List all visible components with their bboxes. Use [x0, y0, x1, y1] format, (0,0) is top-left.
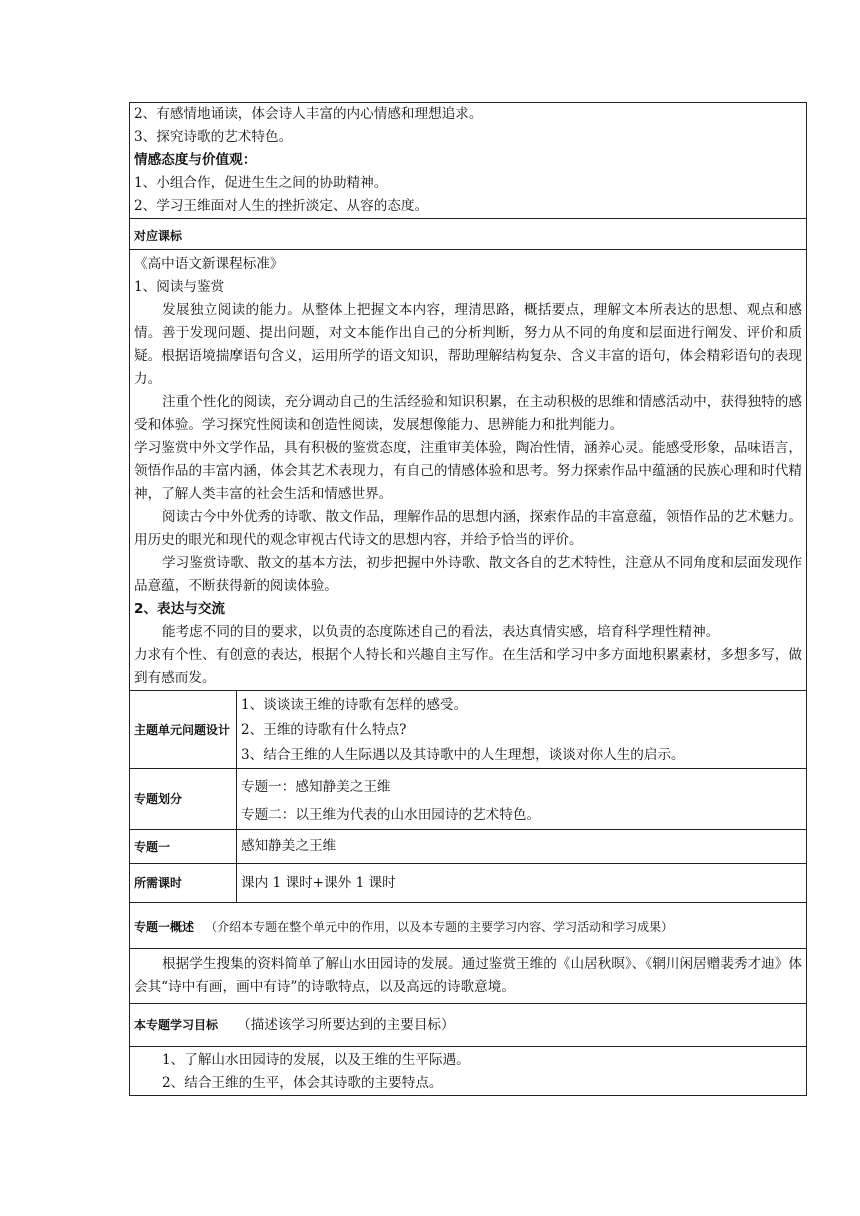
goal-item: 2、结合王维的生平，体会其诗歌的主要特点。 — [162, 1075, 443, 1091]
section-title: 对应课标 — [134, 228, 183, 243]
question-item: 3、结合王维的人生际遇以及其诗歌中的人生理想，谈谈对你人生的启示。 — [241, 747, 685, 763]
goals-label: 本专题学习目标 — [134, 1017, 219, 1032]
topics-label: 专题划分 — [134, 792, 183, 806]
questions-label: 主题单元问题设计 — [134, 722, 231, 737]
standards-header-row — [130, 219, 807, 250]
goals-note: （描述该学习所要达到的主要目标） — [237, 1016, 455, 1033]
goals-header-row — [130, 1004, 807, 1047]
overview-header-row — [130, 903, 807, 949]
standards-content-row — [130, 250, 807, 691]
objectives-row — [130, 103, 807, 219]
standards-paragraph: 学习鉴赏中外文学作品，具有积极的鉴赏态度，注重审美体验，陶冶性情，涵养心灵。能感受形象，品味语言，领悟作品的丰富内涵，体会其艺术表现力，有自己的情感体验和思考。努力探索作品中蕴涵的民族心理和时代精神，了解人类丰富的社会生活和情感世界。 — [134, 440, 802, 502]
topic-one-label: 专题一 — [134, 839, 171, 854]
objective-line: 3、探究诗歌的艺术特色。 — [134, 129, 293, 145]
overview-note: （介绍本专题在整个单元中的作用，以及本专题的主要学习内容、学习活动和学习成果） — [205, 920, 674, 934]
hours-row — [130, 864, 807, 903]
attitude-title: 情感态度与价值观： — [134, 152, 257, 168]
lesson-plan-table — [129, 102, 807, 1096]
standards-book: 《高中语文新课程标准》 — [134, 256, 284, 272]
hours-value: 课内 1 课时+课外 1 课时 — [241, 874, 396, 891]
goals-content-row — [130, 1047, 807, 1096]
question-item: 1、谈谈读王维的诗歌有怎样的感受。 — [241, 697, 468, 713]
objective-line: 2、有感情地诵读，体会诗人丰富的内心情感和理想追求。 — [134, 106, 483, 122]
standards-subtitle: 1、阅读与鉴赏 — [134, 279, 225, 295]
standards-paragraph: 阅读古今中外优秀的诗歌、散文作品，理解作品的思想内涵，探索作品的丰富意蕴，领悟作品的艺术魅力。用历史的眼光和现代的观念审视古代诗文的思想内容，并给予恰当的评价。 — [134, 509, 802, 548]
question-item: 2、王维的诗歌有什么特点? — [241, 722, 407, 738]
standards-paragraph: 力求有个性、有创意的表达，根据个人特长和兴趣自主写作。在生活和学习中多方面地积累素材，多想多写，做到有感而发。 — [134, 647, 802, 686]
standards-subtitle: 2、表达与交流 — [134, 601, 226, 617]
goal-item: 1、了解山水田园诗的发展，以及王维的生平际遇。 — [162, 1052, 470, 1068]
standards-paragraph: 注重个性化的阅读，充分调动自己的生活经验和知识积累，在主动积极的思维和情感活动中，获得独特的感受和体验。学习探究性阅读和创造性阅读，发展想像能力、思辨能力和批判能力。 — [134, 394, 802, 433]
standards-paragraph: 发展独立阅读的能力。从整体上把握文本内容，理清思路，概括要点，理解文本所表达的思想、观点和感情。善于发现问题、提出问题，对文本能作出自己的分析判断，努力从不同的角度和层面进行阐发、评价和质疑。根据语境揣摩语句含义，运用所学的语文知识，帮助理解结构复杂、含义丰富的语句，体会精彩语句的表现力。 — [134, 302, 802, 387]
objective-line: 2、学习王维面对人生的挫折淡定、从容的态度。 — [134, 198, 429, 214]
topic-item: 专题二：以王维为代表的山水田园诗的艺术特色。 — [241, 807, 541, 823]
standards-paragraph: 学习鉴赏诗歌、散文的基本方法，初步把握中外诗歌、散文各自的艺术特性，注意从不同角度和层面发现作品意蕴，不断获得新的阅读体验。 — [134, 555, 802, 594]
overview-text: 根据学生搜集的资料简单了解山水田园诗的发展。通过鉴赏王维的《山居秋暝》、《辋川闲居赠裴秀才迪》体会其“诗中有画，画中有诗”的诗歌特点，以及高远的诗歌意境。 — [134, 956, 802, 995]
overview-label: 专题一概述 — [134, 920, 195, 934]
overview-content-row — [130, 949, 807, 1004]
topic-one-row — [130, 830, 807, 864]
objective-line: 1、小组合作，促进生生之间的协助精神。 — [134, 175, 388, 191]
hours-label: 所需课时 — [134, 876, 183, 890]
topic-item: 专题一：感知静美之王维 — [241, 779, 391, 795]
topics-row — [130, 769, 807, 830]
topic-one-value: 感知静美之王维 — [241, 838, 337, 854]
questions-row — [130, 691, 807, 769]
standards-paragraph: 能考虑不同的目的要求，以负责的态度陈述自己的看法，表达真情实感，培育科学理性精神。 — [162, 624, 720, 640]
